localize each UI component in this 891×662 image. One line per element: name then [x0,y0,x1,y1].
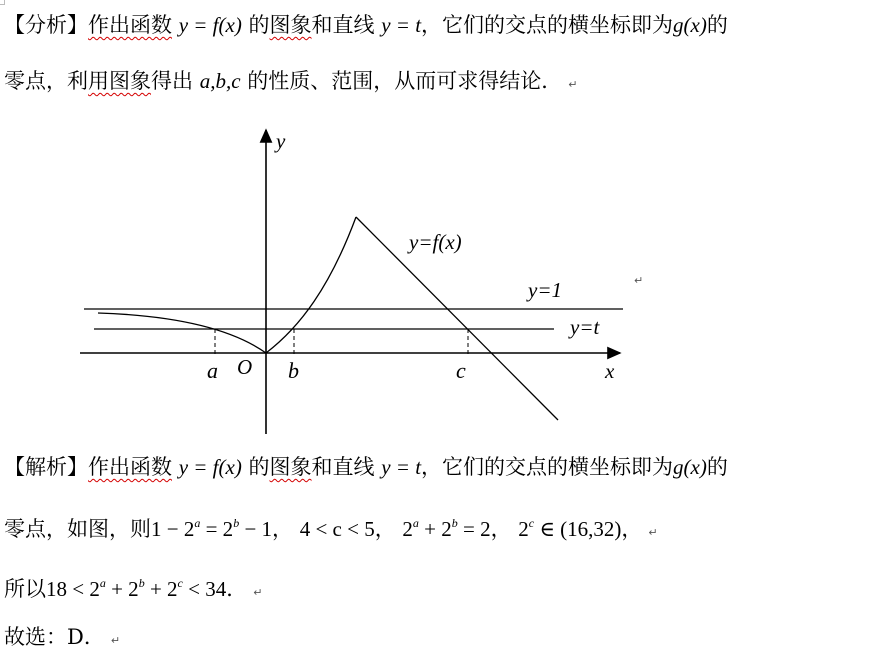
analysis-text-6: 的 [706,13,728,37]
answer-line [4,622,120,656]
solution-text-5: ，它们的交点的横坐标即为 [421,455,674,479]
equation-y-t: y = t [381,13,422,37]
paragraph-mark-2: ↵ [648,526,658,539]
answer-text: 故选：D． [4,625,105,649]
solution-equation-gx: g(x) [673,455,707,479]
y-axis-label: y [276,129,286,153]
analysis-line2-c: 得出 [151,69,193,93]
analysis-line2-a: 零点，利 [4,69,88,93]
equation-2a-plus-2b: $2^a + 2^b = 2$ [402,516,491,541]
paragraph-mark-3: ↵ [253,586,263,599]
analysis-line2-b: 用图象 [88,69,151,93]
analysis-text-2: 的 [248,13,270,37]
tick-c-label: c [456,358,466,383]
curve-right-branch [266,217,356,353]
tick-b-label: b [288,358,299,383]
line-t-label: y=t [570,315,600,339]
page-corner-mark [0,0,5,5]
tick-a-label: a [207,358,218,383]
analysis-text-5: ，它们的交点的横坐标即为 [421,13,674,37]
line-1-label: y=1 [528,278,562,302]
figure-paragraph-mark: ↵ [634,274,644,287]
solution-equation-y-fx: y = f(x) [178,455,242,479]
x-axis-label: x [605,359,615,383]
solution-line-1 [4,452,728,482]
analysis-text-4: 和直线 [311,13,375,37]
solution-text-2: 的 [248,455,270,479]
solution-tag: 【解析】 [4,455,88,479]
separator-3: ， [490,517,512,541]
separator-1: ， [272,517,294,541]
solution-text-3: 图象 [269,455,312,479]
paragraph-mark-4: ↵ [110,634,121,647]
solution-text-1: 作出函数 [88,455,172,479]
analysis-line2-d: 的性质、范围，从而可求得结论． [247,69,563,93]
analysis-tag: 【分析】 [4,13,88,37]
solution-line-3 [4,574,262,608]
solution-text-6: 的 [706,455,728,479]
equation-1-minus-2a: $1 - 2^a = 2^b - 1$ [151,516,273,541]
curve-left-branch [98,313,266,353]
equation-abc: a,b,c [199,69,241,93]
equation-gx: g(x) [673,13,707,37]
paragraph-mark: ↵ [568,78,578,91]
period: ． [226,577,248,601]
curve-label: y=f(x) [409,230,462,254]
solution-line-2 [4,514,658,548]
equation-2c-range: 2$^c$ ∈ (16,32) [518,516,622,541]
analysis-line-2 [4,66,577,100]
equation-final-range: $18 < 2^a + 2^b + 2^c < 34$ [46,576,227,601]
solution-equation-y-t: y = t [381,455,422,479]
separator-4: ， [621,517,643,541]
equation-c-range: 4 < c < 5 [299,517,375,541]
solution-line3-prefix: 所以 [4,577,46,601]
analysis-line-1 [4,10,728,40]
analysis-text-1: 作出函数 [88,13,172,37]
separator-2: ， [374,517,396,541]
analysis-text-3: 图象 [269,13,312,37]
origin-label: O [237,355,253,379]
equation-y-fx: y = f(x) [178,13,242,37]
solution-text-4: 和直线 [311,455,375,479]
solution-line2-prefix: 零点，如图，则 [4,517,151,541]
function-graph [60,112,660,437]
